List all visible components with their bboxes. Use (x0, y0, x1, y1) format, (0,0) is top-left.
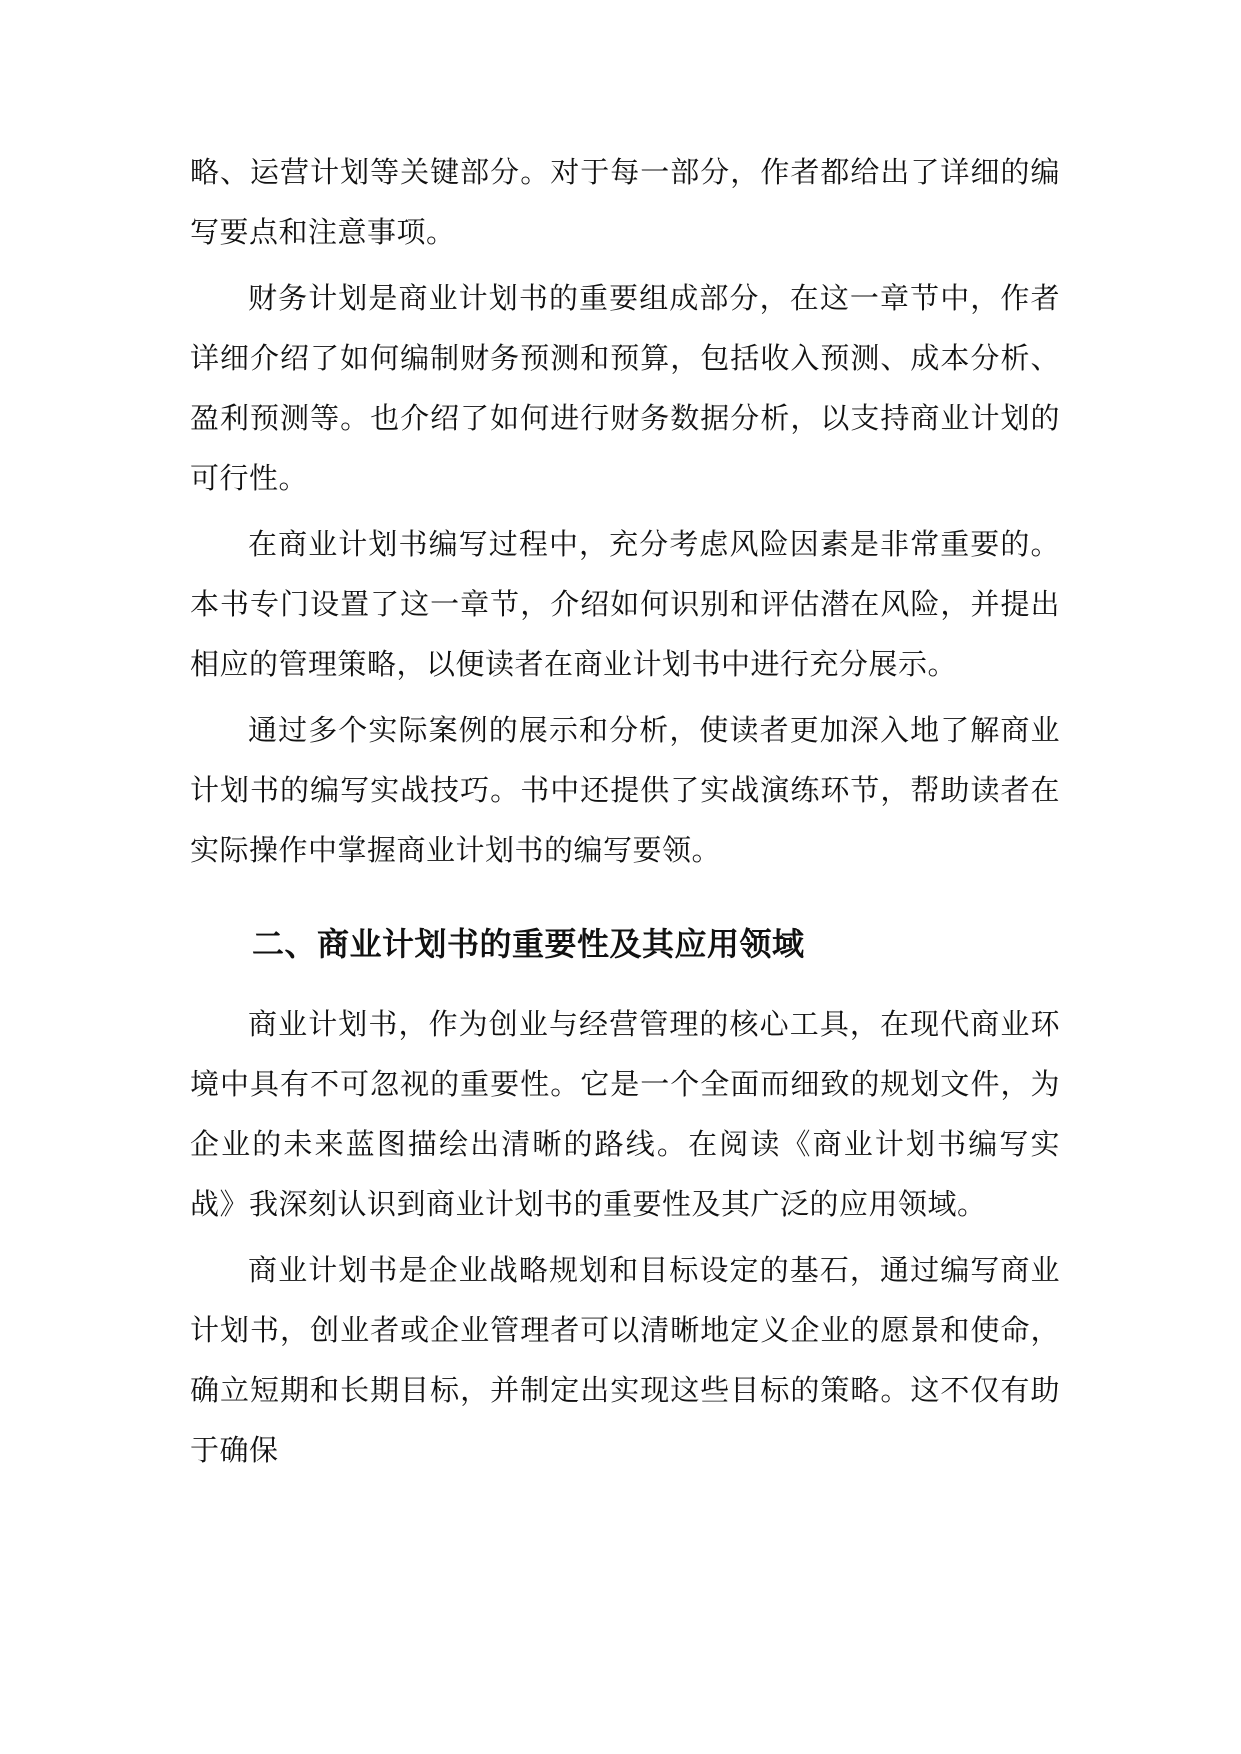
paragraph-importance: 商业计划书，作为创业与经营管理的核心工具，在现代商业环境中具有不可忽视的重要性。它是一个全面而细致的规划文件，为企业的未来蓝图描绘出清晰的路线。在阅读《商业计划书编写实战》我深刻认识到商业计划书的重要性及其广泛的应用领域。 (190, 1007, 1060, 1221)
section-heading: 二、商业计划书的重要性及其应用领域 (252, 925, 805, 963)
paragraph-risk: 在商业计划书编写过程中，充分考虑风险因素是非常重要的。本书专门设置了这一章节，介绍如何识别和评估潜在风险，并提出相应的管理策略，以便读者在商业计划书中进行充分展示。 (190, 527, 1060, 681)
paragraph-financial-plan: 财务计划是商业计划书的重要组成部分，在这一章节中，作者详细介绍了如何编制财务预测和预算，包括收入预测、成本分析、盈利预测等。也介绍了如何进行财务数据分析，以支持商业计划的可行性。 (190, 281, 1060, 495)
paragraph-continuation: 略、运营计划等关键部分。对于每一部分，作者都给出了详细的编写要点和注意事项。 (190, 155, 1060, 249)
paragraph-strategy: 商业计划书是企业战略规划和目标设定的基石，通过编写商业计划书，创业者或企业管理者可以清晰地定义企业的愿景和使命，确立短期和长期目标，并制定出实现这些目标的策略。这不仅有助于确保 (190, 1253, 1060, 1467)
document-body (190, 142, 1060, 1486)
paragraph-cases: 通过多个实际案例的展示和分析，使读者更加深入地了解商业计划书的编写实战技巧。书中还提供了实战演练环节，帮助读者在实际操作中掌握商业计划书的编写要领。 (190, 713, 1060, 867)
